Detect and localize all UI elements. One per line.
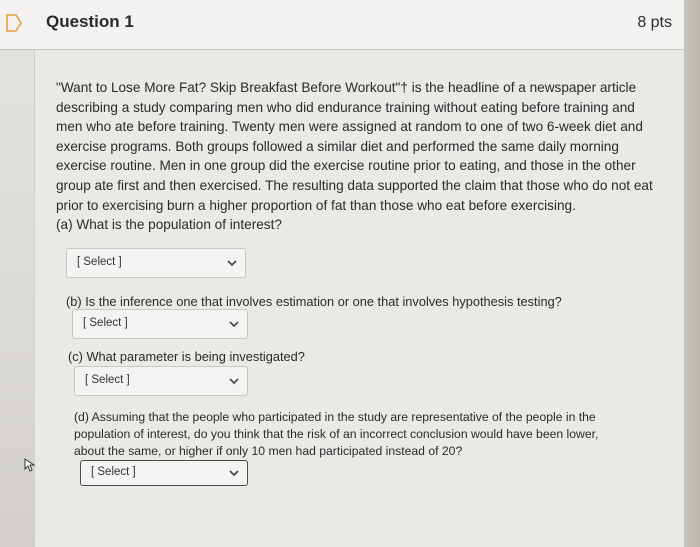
prompt-line: exercise programs. Both groups followed a similar diet and performed the same daily morning [56,138,619,154]
chevron-down-icon [229,470,239,477]
prompt-line: "Want to Lose More Fat? Skip Breakfast Before Workout"† is the headline of a newspaper article [56,80,637,95]
part-a-text: (a) What is the population of interest? [56,217,282,233]
part-d-line: about the same, or higher if only 10 men had participated instead of 20? [74,444,463,458]
prompt-line: men who ate before training. Twenty men were assigned at random to one of two 6-week diet and [56,119,643,135]
part-d-line: population of interest, do you think that the risk of an incorrect conclusion would have been lower, [74,427,599,441]
prompt-line: group ate first and then exercised. The resulting data supported the claim that those who do not eat [56,177,653,193]
mouse-pointer-icon [24,458,36,472]
select-label: [ Select ] [77,256,122,268]
prompt-line: exercise routine. Men in one group did the exercise routine prior to eating, and those in the other [56,158,636,174]
part-c-select[interactable] [74,366,248,396]
select-label: [ Select ] [91,466,136,478]
question-prompt [56,78,656,235]
chevron-down-icon [229,321,239,328]
select-label: [ Select ] [83,317,128,329]
part-a-select[interactable] [66,248,246,278]
part-b-text: (b) Is the inference one that involves estimation or one that involves hypothesis testing? [66,294,562,309]
part-c-text: (c) What parameter is being investigated? [68,349,305,364]
bookmark-flag-icon[interactable] [6,14,22,32]
part-d-text [74,409,664,460]
screen-edge [682,0,700,547]
part-d-line: (d) Assuming that the people who participated in the study are representative of the people in the [74,410,596,424]
select-label: [ Select ] [85,374,130,386]
prompt-line: describing a study comparing men who did endurance training without eating before training and [56,99,635,115]
question-title: Question 1 [46,12,134,31]
chevron-down-icon [227,260,237,267]
question-header [0,0,684,50]
part-b-select[interactable] [72,309,248,339]
question-points: 8 pts [637,14,672,31]
prompt-line: prior to exercising burn a higher proportion of fat than those who eat before exercising. [56,197,576,213]
part-d-select[interactable] [80,460,248,486]
chevron-down-icon [229,378,239,385]
